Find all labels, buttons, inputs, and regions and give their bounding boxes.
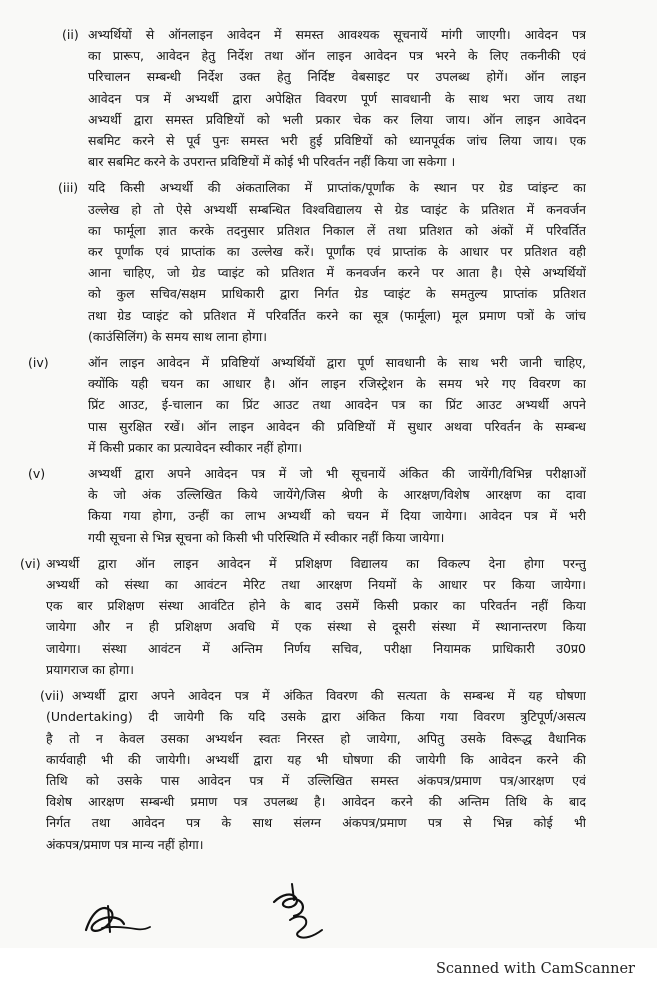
instruction-item-iv <box>28 352 586 458</box>
item-number: (ii) <box>62 27 79 42</box>
instructions-list <box>20 24 586 860</box>
scanner-watermark-text: Scanned with CamScanner <box>435 961 635 977</box>
text-line: सबमिट करने से पूर्व पुनः समस्त भरी हुई प्रविष्टियों को ध्यानपूर्वक जांच लिया जाय। एक <box>88 133 586 149</box>
instruction-item-v <box>28 463 586 548</box>
text-line: पास सुरक्षित रखें। ऑन लाइन आवेदन की प्रविष्टियों में सुधार अथवा परिवर्तन के सम्बन्ध <box>88 418 586 434</box>
text-line: कर पूर्णांक एवं प्राप्तांक का उल्लेख करें। पूर्णांक एवं प्राप्तांक के आधार पर प्रतिशत वही <box>88 244 586 260</box>
text-line: अभ्यर्थी द्वारा ऑन लाइन आवेदन में प्रशिक्षण विद्यालय का विकल्प देना होगा परन्तु <box>46 555 586 571</box>
text-line: यदि किसी अभ्यर्थी की अंकतालिका में प्राप्तांक/पूर्णांक के स्थान पर ग्रेड प्वांइन्ट का <box>88 180 586 196</box>
text-line: प्रिंट आउट, ई-चालान का प्रिंट आउट तथा आवदेन पत्र का प्रिंट आउट अभ्यर्थी अपने <box>88 397 586 413</box>
text-line: परिचालन सम्बन्धी निर्देश उक्त हेतु निर्दिष्ट वेबसाइट पर उपलब्ध होगें। ऑन लाइन <box>88 69 586 85</box>
text-line: के जो अंक उल्लिखित किये जायेंगे/जिस श्रेणी के आरक्षण/विशेष आरक्षण का दावा <box>88 487 586 503</box>
text-line: ऑन लाइन आवेदन में प्रविष्टियॉ अभ्यर्थियों द्वारा पूर्ण सावधानी के साथ भरी जानी चाहिए, <box>88 355 586 371</box>
text-line: तथा ग्रेड प्वाइंट को प्रतिशत में परिवर्तित करने का सूत्र (फार्मूला) मूल प्रमाण पत्रों के जांच <box>88 307 586 323</box>
scanner-footer-bar <box>0 948 657 986</box>
text-line: अंकपत्र/प्रमाण पत्र मान्य नहीं होगा। <box>46 836 204 852</box>
text-line: बार सबमिट करने के उपरान्त प्रविष्टियों में कोई भी परिवर्तन नहीं किया जा सकेगा । <box>88 154 456 170</box>
item-number: (iv) <box>28 355 49 371</box>
text-line: अभ्यर्थियों से ऑनलाइन आवेदन में समस्त आवश्यक सूचनायें मांगी जाएगी। आवेदन पत्र <box>88 27 586 42</box>
text-line: जायेगा और न ही प्रशिक्षण अवधि में एक संस्था से दूसरी संस्था में स्थानान्तरण किया <box>46 619 586 635</box>
text-line: है तो न केवल उसका अभ्यर्थन स्वतः निरस्त हो जायेगा, अपितु उसके विरूद्ध वैधानिक <box>46 730 586 746</box>
text-line: किया गया होगा, उन्हीं का लाभ अभ्यर्थी को चयन में दिया जायेगा। आवेदन पत्र में भरी <box>88 508 586 524</box>
text-line: का फार्मूला ज्ञात करके तदनुसार प्रतिशत निकाल लें तथा प्रतिशत को अंकों में परिवर्तित <box>88 222 586 238</box>
text-line: उल्लेख हो तो ऐसे अभ्यर्थी सम्बन्धित विश्वविद्यालय से ग्रेड प्वाइंट के प्रतिशत में कनवर्जन <box>88 201 586 217</box>
instruction-item-vi <box>20 553 586 680</box>
text-line: जायेगा। संस्था आवंटन में अन्तिम निर्णय सचिव, परीक्षा नियामक प्राधिकारी उ0प्र0 <box>46 640 586 656</box>
signature-center <box>268 880 332 942</box>
text-line: (काउंसिलिंग) के समय साथ लाना होगा। <box>88 328 267 344</box>
text-line: अभ्यर्थी द्वारा अपने आवेदन पत्र में जो भी सूचनायें अंकित की जायेंगी/विभिन्न परीक्षाओं <box>88 466 586 482</box>
signature-initials-left <box>80 900 152 940</box>
text-line: का प्रारूप, आवेदन हेतु निर्देश तथा ऑन लाइन आवेदन पत्र भरने के लिए तकनीकी एवं <box>88 48 586 64</box>
text-line: में किसी प्रकार का प्रत्यावेदन स्वीकार नहीं होगा। <box>88 439 303 455</box>
item-number: (v) <box>28 466 46 482</box>
instruction-item-vii <box>40 685 586 855</box>
text-line: को कुल सचिव/सक्षम प्राधिकारी द्वारा निर्गत ग्रेड प्वाइंट के समतुल्य प्राप्तांक प्रतिशत <box>88 286 586 302</box>
text-line: कार्यवाही भी की जायेगी। अभ्यर्थी द्वारा यह भी घोषणा की जायेगी कि आवेदन करने की <box>46 751 586 767</box>
text-line: तिथि को उसके पास आवेदन पत्र में उल्लिखित समस्त अंकपत्र/प्रमाण पत्र/आरक्षण एवं <box>46 772 586 788</box>
text-line: आना चाहिए, जो ग्रेड प्वाइंट को प्रतिशत में कनवर्जन करने पर आता है। ऐसे अभ्यर्थियों <box>88 265 586 281</box>
text-line: अभ्यर्थी को संस्था का आवंटन मेरिट तथा आरक्षण नियमों के आधार पर किया जायेगा। <box>46 577 586 593</box>
item-number: (vii) <box>40 688 65 704</box>
text-line: विशेष आरक्षण सम्बन्धी प्रमाण पत्र उपलब्ध है। आवेदन करने की अन्तिम तिथि के बाद <box>46 794 586 810</box>
text-line: एक बार प्रशिक्षण संस्था आवंटित होने के बाद उसमें किसी प्रकार का परिवर्तन नहीं किया <box>46 598 586 614</box>
text-line: निर्गत तथा आवेदन पत्र के साथ संलग्न अंकपत्र/प्रमाण पत्र से भिन्न कोई भी <box>46 815 586 831</box>
text-line: अभ्यर्थी द्वारा अपने आवेदन पत्र में अंकित विवरण की सत्यता के सम्बन्ध में यह घोषणा <box>72 688 586 704</box>
text-line: अभ्यर्थी द्वारा समस्त प्रविष्टियों को भली प्रकार चेक कर लिया जाय। ऑन लाइन आवेदन <box>88 111 586 127</box>
item-number: (vi) <box>20 555 41 571</box>
text-line: क्योंकि यही चयन का आधार है। ऑन लाइन रजिस्ट्रेशन के समय भरे गए विवरण का <box>88 376 586 392</box>
text-line: प्रयागराज का होगा। <box>46 661 134 677</box>
item-number: (iii) <box>58 180 79 196</box>
text-line: (Undertaking) दी जायेगी कि यदि उसके द्वारा अंकित किया गया विवरण त्रुटिपूर्ण/असत्य <box>46 709 586 725</box>
text-line: गयी सूचना से भिन्न सूचना को किसी भी परिस्थिति में स्वीकार नहीं किया जायेगा। <box>88 529 445 545</box>
text-line: आवेदन पत्र में अभ्यर्थी द्वारा अपेक्षित विवरण पूर्ण सावधानी के साथ भरा जाय तथा <box>88 90 586 106</box>
instruction-item-ii <box>54 24 586 172</box>
instruction-item-iii <box>54 177 586 347</box>
